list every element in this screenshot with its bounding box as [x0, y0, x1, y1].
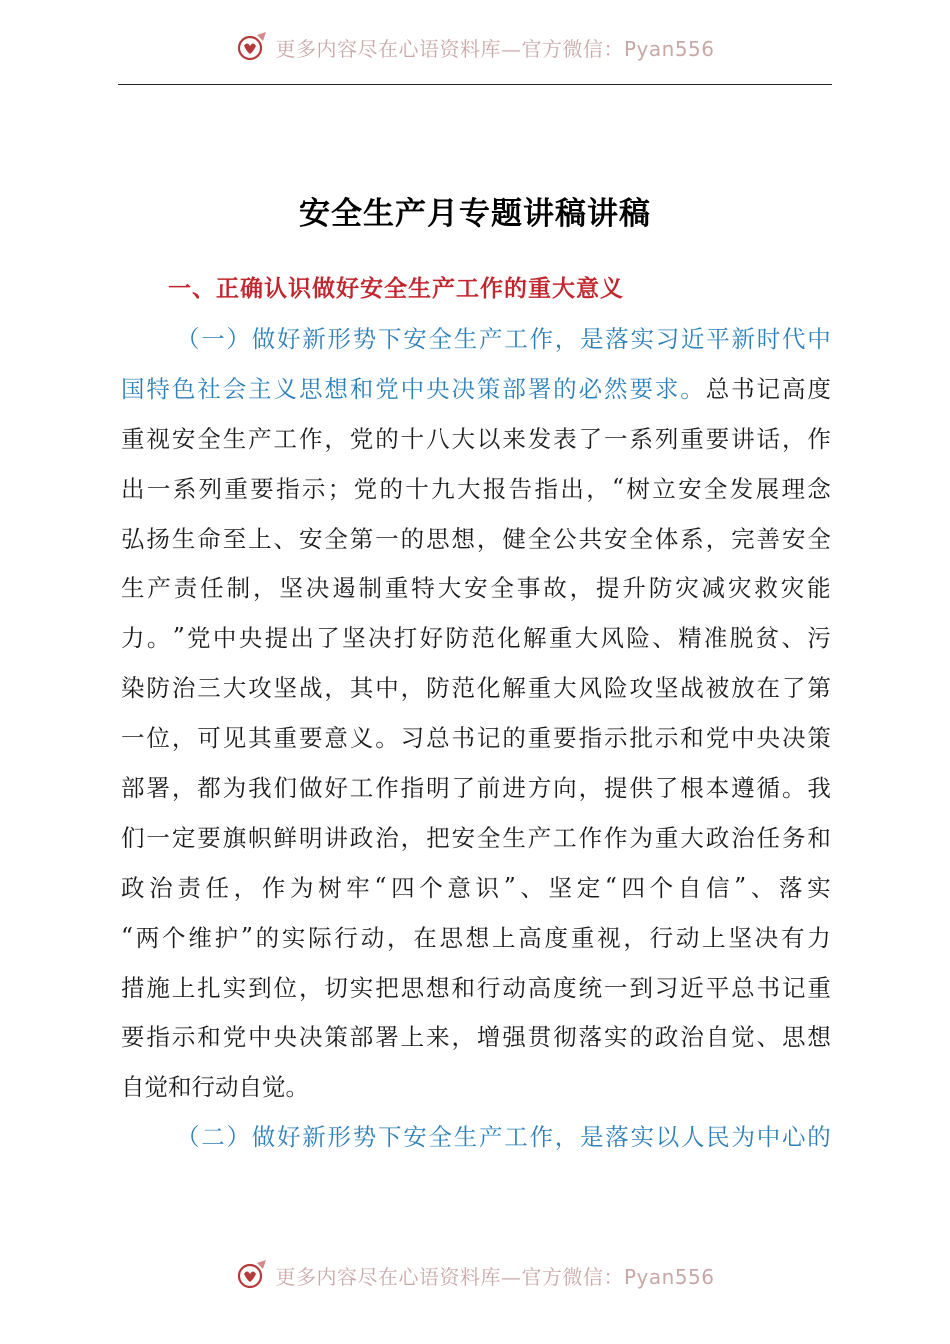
body-line: 国 特 色 社 会 主 义 思 想 和 党 中 央 决 策 部 署 的 必 然 要 求 。 总 书 记 高 度: [121, 374, 831, 403]
body-line: 生 产 责 任 制 ， 坚 决 遏 制 重 特 大 安 全 事 故 ， 提 升 防 灾 减 灾 救 灾 能: [121, 574, 831, 603]
body-line: （ 一 ） 做 好 新 形 势 下 安 全 生 产 工 作 ， 是 落 实 习 近 平 新 时 代 中: [176, 324, 831, 353]
body-line: （ 二 ） 做 好 新 形 势 下 安 全 生 产 工 作 ， 是 落 实 以 人 民 为 中 心 的: [176, 1123, 831, 1152]
body-line: 政 治 责 任 ， 作 为 树 牢 “ 四 个 意 识 ” 、 坚 定 “ 四 个 自 信 ” 、 落 实: [121, 871, 831, 902]
header-banner: [0, 30, 950, 64]
body-line: 要 指 示 和 党 中 央 决 策 部 署 上 来 ， 增 强 贯 彻 落 实 的 政 治 自 觉 、 思 想: [121, 1023, 831, 1052]
banner-text: 更多内容尽在心语资料库—官方微信：Pyan556: [275, 36, 715, 61]
body-line: 弘 扬 生 命 至 上 、 安 全 第 一 的 思 想 ， 健 全 公 共 安 全 体 系 ， 完 善 安 全: [121, 524, 831, 553]
body-line: 们 一 定 要 旗 帜 鲜 明 讲 政 治 ， 把 安 全 生 产 工 作 作 为 重 大 政 治 任 务 和: [121, 823, 831, 852]
heart-pen-logo-icon: [235, 1258, 269, 1292]
body-line: 染 防 治 三 大 攻 坚 战 ， 其 中 ， 防 范 化 解 重 大 风 险 攻 坚 战 被 放 在 了 第: [121, 674, 831, 703]
document-body: [121, 312, 831, 1160]
header-rule: [118, 84, 832, 85]
document-title: 安全生产月专题讲稿讲稿: [299, 196, 651, 232]
body-line: “ 两 个 维 护 ” 的 实 际 行 动 ， 在 思 想 上 高 度 重 视 ， 行 动 上 坚 决 有 力: [121, 921, 831, 952]
body-line: 自 觉 和 行 动 自 觉 。: [121, 1073, 309, 1102]
body-line: 力 。 ” 党 中 央 提 出 了 坚 决 打 好 防 范 化 解 重 大 风 险 、 精 准 脱 贫 、 污: [121, 622, 831, 653]
body-line: 一 位 ， 可 见 其 重 要 意 义 。 习 总 书 记 的 重 要 指 示 批 示 和 党 中 央 决 策: [121, 724, 831, 753]
banner-text: 更多内容尽在心语资料库—官方微信：Pyan556: [275, 1264, 715, 1289]
body-line: 措 施 上 扎 实 到 位 ， 切 实 把 思 想 和 行 动 高 度 统 一 到 习 近 平 总 书 记 重: [121, 973, 831, 1002]
body-line: 出 一 系 列 重 要 指 示 ； 党 的 十 九 大 报 告 指 出 ， “ 树 立 安 全 发 展 理 念: [121, 472, 831, 503]
footer-banner: [0, 1258, 950, 1292]
section-heading: 一、正确认识做好安全生产工作的重大意义: [168, 275, 624, 302]
body-line: 部 署 ， 都 为 我 们 做 好 工 作 指 明 了 前 进 方 向 ， 提 供 了 根 本 遵 循 。 我: [121, 773, 831, 802]
body-line: 重 视 安 全 生 产 工 作 ， 党 的 十 八 大 以 来 发 表 了 一 系 列 重 要 讲 话 ， 作: [121, 424, 831, 453]
heart-pen-logo-icon: [235, 30, 269, 64]
